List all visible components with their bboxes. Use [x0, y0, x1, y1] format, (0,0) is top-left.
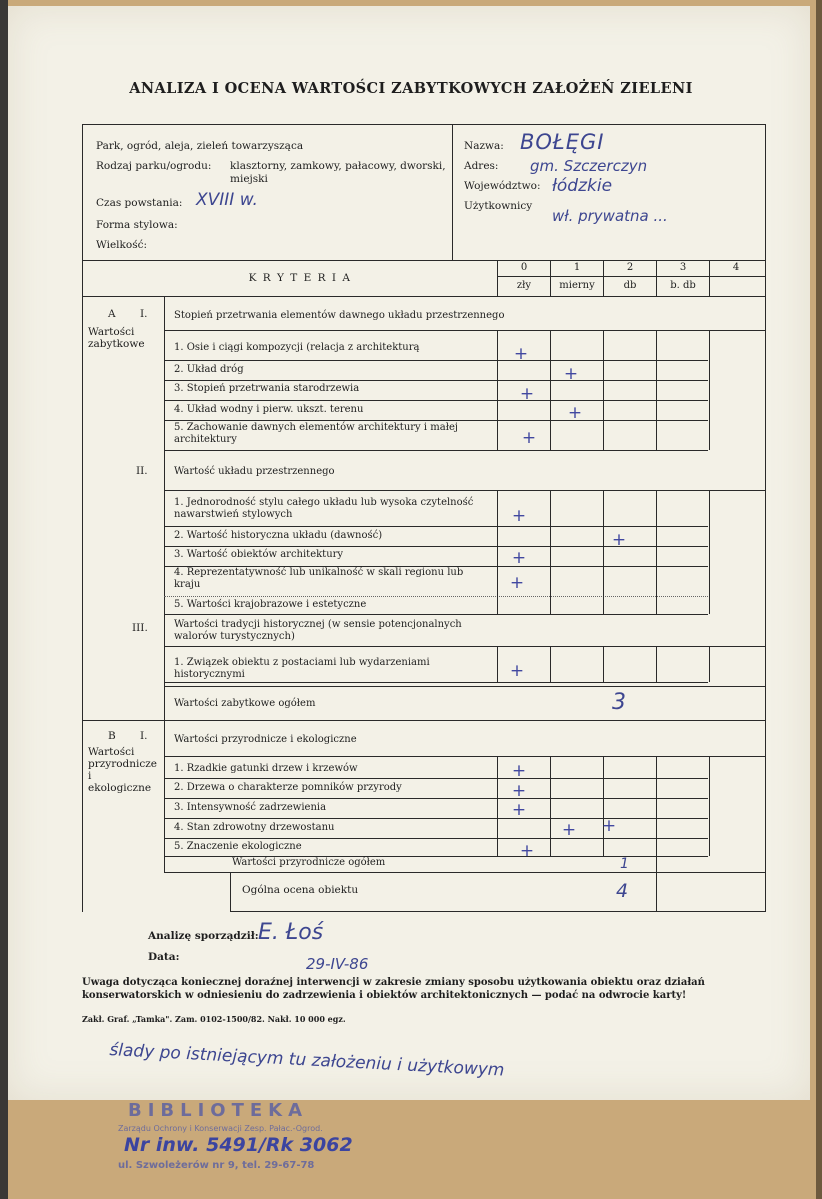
scale-number-2: 2 — [626, 262, 634, 273]
group3-title: Wartości tradycji historycznej (w sensie potencjonalnych walorów turystycznych) — [174, 619, 462, 642]
nazwa-value: BOŁĘGI — [520, 130, 605, 154]
check-mark: + — [563, 364, 579, 384]
check-mark: + — [511, 800, 527, 820]
card-edge — [816, 0, 822, 1199]
group1-item-2: 2. Układ dróg — [174, 364, 244, 375]
group3-numeral: III. — [132, 622, 148, 634]
kryteria-header: K R Y T E R I A — [248, 272, 352, 284]
check-mark: + — [611, 530, 627, 550]
check-mark: + — [511, 761, 527, 781]
group2-item-5: 5. Wartości krajobrazowe i estetyczne — [174, 599, 367, 610]
uzytkownicy-value: wł. prywatna ... — [552, 207, 668, 225]
group3-item-1: 1. Związek obiektu z postaciami lub wydarzeniami historycznymi — [174, 657, 430, 680]
zabytkowe-total-value: 3 — [612, 690, 626, 715]
group1-item-1: 1. Osie i ciągi kompozycji (relacja z architekturą — [174, 342, 420, 353]
data-label: Data: — [148, 951, 180, 963]
rodzaj-options-2: miejski — [230, 173, 268, 185]
group2-item-4: 4. Reprezentatywność lub unikalność w skali regionu lub kraju — [174, 567, 464, 590]
group2-title: Wartość układu przestrzennego — [174, 466, 335, 477]
document-title: ANALIZA I OCENA WARTOŚCI ZABYTKOWYCH ZAŁOŻEŃ ZIELENI — [129, 80, 693, 97]
scale-number-0: 0 — [520, 262, 528, 273]
uzytkownicy-label: Użytkownicy — [464, 200, 533, 212]
library-stamp-line2: Zarządu Ochrony i Konserwacji Zesp. Pałac.-Ogrod. — [118, 1124, 323, 1133]
przyrodnicze-total-label: Wartości przyrodnicze ogółem — [232, 857, 386, 868]
group4-item-1: 1. Rzadkie gatunki drzew i krzewów — [174, 763, 358, 774]
park-type-label: Park, ogród, aleja, zieleń towarzysząca — [96, 140, 304, 152]
check-mark: + — [513, 344, 529, 364]
wielkosc-label: Wielkość: — [96, 239, 148, 251]
nazwa-label: Nazwa: — [464, 140, 504, 152]
uwaga-note: Uwaga dotycząca koniecznej doraźnej interwencji w zakresie zmiany sposobu użytkowania obiektu oraz działań konserwatorskich w odniesieniu do zadrzewienia i obiektów architektonicznych — podać na odwrocie karty! — [82, 977, 705, 1001]
group1-title: Stopień przetrwania elementów dawnego układu przestrzennego — [174, 310, 505, 321]
scale-word-0: zły — [516, 280, 532, 291]
group2-item-1: 1. Jednorodność stylu całego układu lub wysoka czytelność nawarstwień stylowych — [174, 497, 474, 520]
handwritten-note: ślady po istniejącym tu założeniu i użytkowym — [108, 1040, 505, 1081]
rodzaj-options: klasztorny, zamkowy, pałacowy, dworski, — [230, 160, 446, 172]
group1-item-4: 4. Układ wodny i pierw. ukszt. terenu — [174, 404, 364, 415]
section-b-letter: B — [108, 730, 116, 742]
group2-item-2: 2. Wartość historyczna układu (dawność) — [174, 530, 383, 541]
analize-label: Analizę sporządził: — [148, 930, 259, 942]
check-mark: + — [511, 506, 527, 526]
check-mark: + — [601, 816, 617, 836]
section-a-label: Wartości zabytkowe — [88, 326, 145, 350]
ogolna-value: 4 — [616, 880, 629, 902]
zabytkowe-total-label: Wartości zabytkowe ogółem — [174, 698, 316, 709]
section-a-numeral: I. — [140, 308, 148, 320]
check-mark: + — [509, 661, 525, 681]
analize-signature: E. Łoś — [258, 920, 324, 945]
check-mark: + — [567, 403, 583, 423]
check-mark: + — [561, 820, 577, 840]
library-stamp-line3: ul. Szwoleżerów nr 9, tel. 29-67-78 — [118, 1160, 315, 1171]
scale-number-4: 4 — [732, 262, 740, 273]
group1-item-5: 5. Zachowanie dawnych elementów architektury i małej architektury — [174, 422, 458, 445]
library-stamp-title: BIBLIOTEKA — [128, 1100, 309, 1121]
check-mark: + — [519, 841, 535, 861]
group4-item-3: 3. Intensywność zadrzewienia — [174, 802, 327, 813]
ogolna-label: Ogólna ocena obiektu — [242, 884, 359, 896]
inventory-number: Nr inw. 5491/Rk 3062 — [124, 1134, 353, 1156]
wojewodztwo-label: Województwo: — [464, 180, 541, 192]
section-b-numeral: I. — [140, 730, 148, 742]
group2-item-3: 3. Wartość obiektów architektury — [174, 549, 344, 560]
binder-edge — [0, 0, 8, 1199]
scale-word-2: db — [623, 280, 637, 291]
rodzaj-label: Rodzaj parku/ogrodu: — [96, 160, 212, 172]
check-mark: + — [519, 384, 535, 404]
group4-title: Wartości przyrodnicze i ekologiczne — [174, 734, 357, 745]
check-mark: + — [511, 781, 527, 801]
group4-item-5: 5. Znaczenie ekologiczne — [174, 841, 302, 852]
scale-word-1: mierny — [559, 280, 595, 291]
group1-item-3: 3. Stopień przetrwania starodrzewia — [174, 383, 360, 394]
data-value: 29-IV-86 — [306, 955, 369, 973]
check-mark: + — [521, 428, 537, 448]
scale-number-3: 3 — [679, 262, 687, 273]
scale-number-1: 1 — [573, 262, 581, 273]
adres-label: Adres: — [464, 160, 499, 172]
group2-numeral: II. — [136, 465, 148, 477]
wojewodztwo-value: łódzkie — [552, 176, 613, 196]
adres-value: gm. Szczerczyn — [530, 157, 648, 175]
czas-label: Czas powstania: — [96, 197, 183, 209]
check-mark: + — [509, 573, 525, 593]
section-b-label: Wartości przyrodnicze i ekologiczne — [88, 746, 158, 794]
przyrodnicze-total-value: 1 — [620, 856, 629, 872]
print-info: Zakł. Graf. „Tamka". Zam. 0102-1500/82. Nakł. 10 000 egz. — [82, 1014, 346, 1024]
section-a-letter: A — [108, 308, 116, 320]
forma-label: Forma stylowa: — [96, 219, 178, 231]
check-mark: + — [511, 548, 527, 568]
czas-value: XVIII w. — [196, 190, 258, 210]
group4-item-4: 4. Stan zdrowotny drzewostanu — [174, 822, 335, 833]
scale-word-3: b. db — [670, 280, 696, 291]
group4-item-2: 2. Drzewa o charakterze pomników przyrody — [174, 782, 402, 793]
